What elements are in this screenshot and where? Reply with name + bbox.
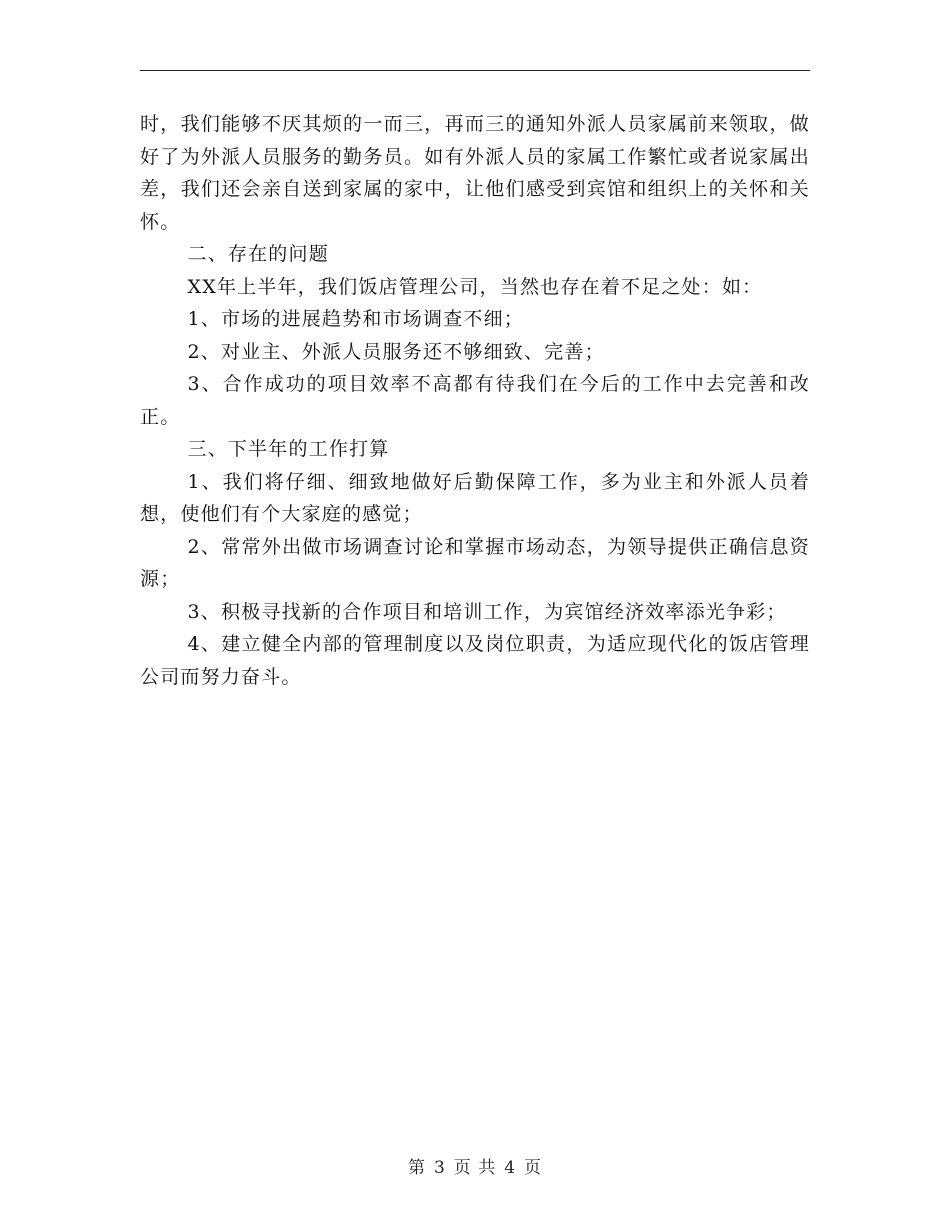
plan-item-2: 2、常常外出做市场调查讨论和掌握市场动态，为领导提供正确信息资源； xyxy=(140,535,810,590)
page-suffix: 页 xyxy=(524,1158,543,1178)
problem-item-2: 2、对业主、外派人员服务还不够细致、完善； xyxy=(187,340,605,363)
heading-plans: 三、下半年的工作打算 xyxy=(187,438,390,460)
plan-item-4: 4、建立健全内部的管理制度以及岗位职责，为适应现代化的饭店管理公司而努力奋斗。 xyxy=(140,633,810,688)
page-footer xyxy=(0,1153,950,1178)
problem-item-1: 1、市场的进展趋势和市场调查不细； xyxy=(187,308,524,330)
problem-item-3: 3、合作成功的项目效率不高都有待我们在今后的工作中去完善和改正。 xyxy=(140,373,810,428)
paragraph-continuation: 时，我们能够不厌其烦的一而三，再而三的通知外派人员家属前来领取，做好了为外派人员服务的勤务员。如有外派人员的家属工作繁忙或者说家属出差，我们还会亲自送到家属的家中，让他们感受到宾馆和组织上的关怀和关怀。 xyxy=(140,113,810,233)
plan-item-3: 3、积极寻找新的合作项目和培训工作，为宾馆经济效率添光争彩； xyxy=(187,600,787,623)
page-number: 3 xyxy=(433,1158,446,1178)
page-prefix: 第 xyxy=(407,1158,426,1178)
paragraph-intro-problems: XX年上半年，我们饭店管理公司，当然也存在着不足之处：如： xyxy=(187,275,763,298)
page-total: 4 xyxy=(504,1158,517,1178)
heading-problems: 二、存在的问题 xyxy=(187,243,329,265)
plan-item-1: 1、我们将仔细、细致地做好后勤保障工作，多为业主和外派人员着想，使他们有个大家庭的感觉； xyxy=(140,470,810,525)
header-rule xyxy=(140,70,810,71)
page-mid: 页 共 xyxy=(453,1158,497,1178)
document-body xyxy=(140,108,810,693)
